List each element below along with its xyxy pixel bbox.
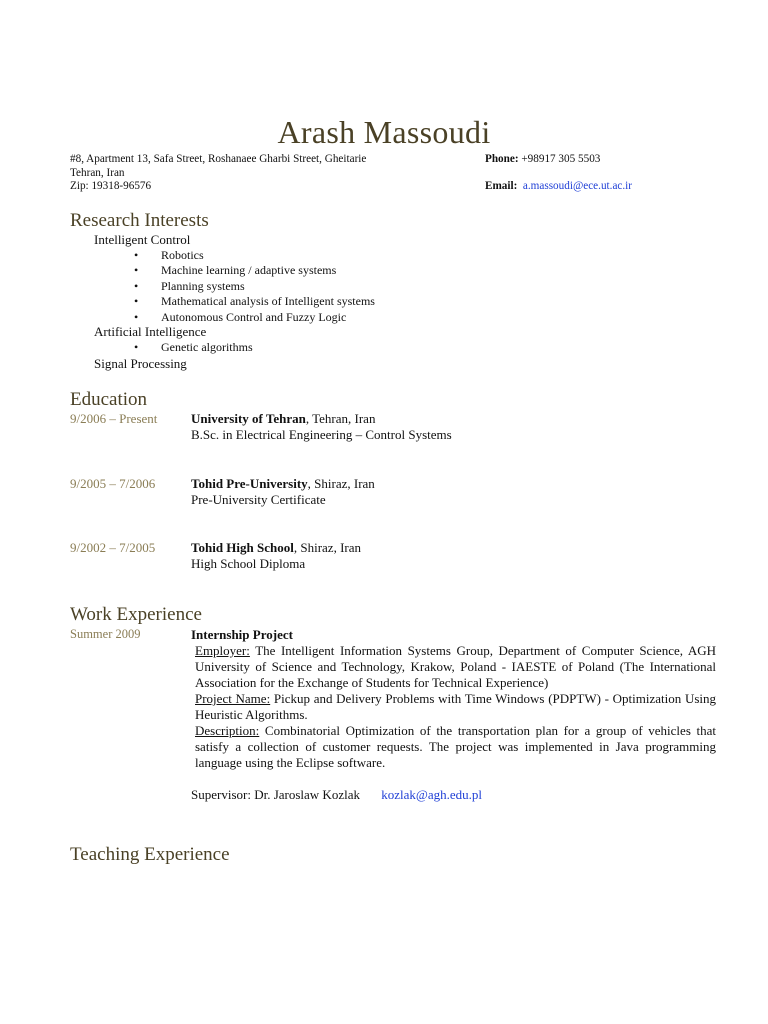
address-block — [70, 153, 470, 194]
address-line-1: #8, Apartment 13, Safa Street, Roshanaee Gharbi Street, Gheitarie — [70, 153, 367, 165]
research-group-intelligent-control: Intelligent Control — [94, 232, 191, 247]
work-entry — [191, 627, 716, 803]
list-item: • Planning systems — [134, 279, 375, 294]
zip-line: Zip: 19318-96576 — [70, 180, 152, 192]
education-entry-2 — [191, 476, 375, 508]
work-employer — [191, 643, 716, 691]
email-label: Email: — [485, 180, 518, 192]
institution-location: , Tehran, Iran — [305, 411, 376, 426]
list-item: • Machine learning / adaptive systems — [134, 263, 375, 278]
education-entry-1 — [191, 411, 452, 443]
project-name-text: Pickup and Delivery Problems with Time Windows (PDPTW) - Optimization Using Heuristic Algorithms. — [195, 691, 717, 722]
list-item: • Mathematical analysis of Intelligent systems — [134, 294, 375, 309]
supervisor-text: Supervisor: Dr. Jaroslaw Kozlak — [191, 787, 360, 802]
email-link[interactable]: a.massoudi@ece.ut.ac.ir — [522, 180, 633, 192]
degree: High School Diploma — [191, 556, 306, 571]
work-description — [191, 723, 716, 771]
employer-text: The Intelligent Information Systems Group, Department of Computer Science, AGH University of Science and Technology, Krakow, Poland - IAESTE of Poland (The International Association for the Exchange of Students for Technical Experience) — [195, 643, 716, 690]
list-item: • Genetic algorithms — [134, 340, 253, 355]
work-project-title: Internship Project — [191, 627, 293, 642]
phone-value: +98917 305 5503 — [521, 153, 601, 165]
degree: Pre-University Certificate — [191, 492, 326, 507]
education-date-3: 9/2002 – 7/2005 — [70, 540, 156, 555]
degree: B.Sc. in Electrical Engineering – Control Systems — [191, 427, 452, 442]
work-supervisor — [191, 787, 716, 803]
description-label: Description: — [195, 723, 260, 738]
education-heading: Education — [70, 389, 148, 410]
work-heading: Work Experience — [70, 604, 202, 625]
list-item: • Autonomous Control and Fuzzy Logic — [134, 310, 375, 325]
institution-location: , Shiraz, Iran — [307, 476, 375, 491]
research-list-2 — [134, 340, 253, 355]
work-date: Summer 2009 — [70, 627, 141, 641]
research-list-1 — [134, 248, 375, 325]
institution-name: Tohid High School — [191, 540, 294, 555]
address-line-2: Tehran, Iran — [70, 166, 125, 179]
institution-name: University of Tehran — [191, 411, 306, 426]
email-line — [485, 180, 632, 194]
description-text: Combinatorial Optimization of the transportation plan for a group of vehicles that satisfy a collection of customer requests. The project was implemented in Java programming language using the Eclipse software. — [195, 723, 716, 770]
research-heading: Research Interests — [70, 210, 209, 231]
education-date-1: 9/2006 – Present — [70, 411, 158, 426]
teaching-heading: Teaching Experience — [70, 844, 230, 865]
institution-location: , Shiraz, Iran — [293, 540, 361, 555]
phone-label: Phone: — [485, 153, 519, 165]
research-group-ai: Artificial Intelligence — [94, 324, 207, 339]
employer-label: Employer: — [195, 643, 250, 658]
resume-name: Arash Massoudi — [277, 114, 491, 150]
project-name-label: Project Name: — [195, 691, 271, 706]
supervisor-email-link[interactable]: kozlak@agh.edu.pl — [381, 787, 482, 802]
work-project-name — [191, 691, 716, 723]
education-entry-3 — [191, 540, 361, 572]
research-group-signal: Signal Processing — [94, 356, 187, 371]
phone-line — [485, 153, 600, 167]
list-item: • Robotics — [134, 248, 375, 263]
institution-name: Tohid Pre-University — [191, 476, 308, 491]
education-date-2: 9/2005 – 7/2006 — [70, 476, 156, 491]
